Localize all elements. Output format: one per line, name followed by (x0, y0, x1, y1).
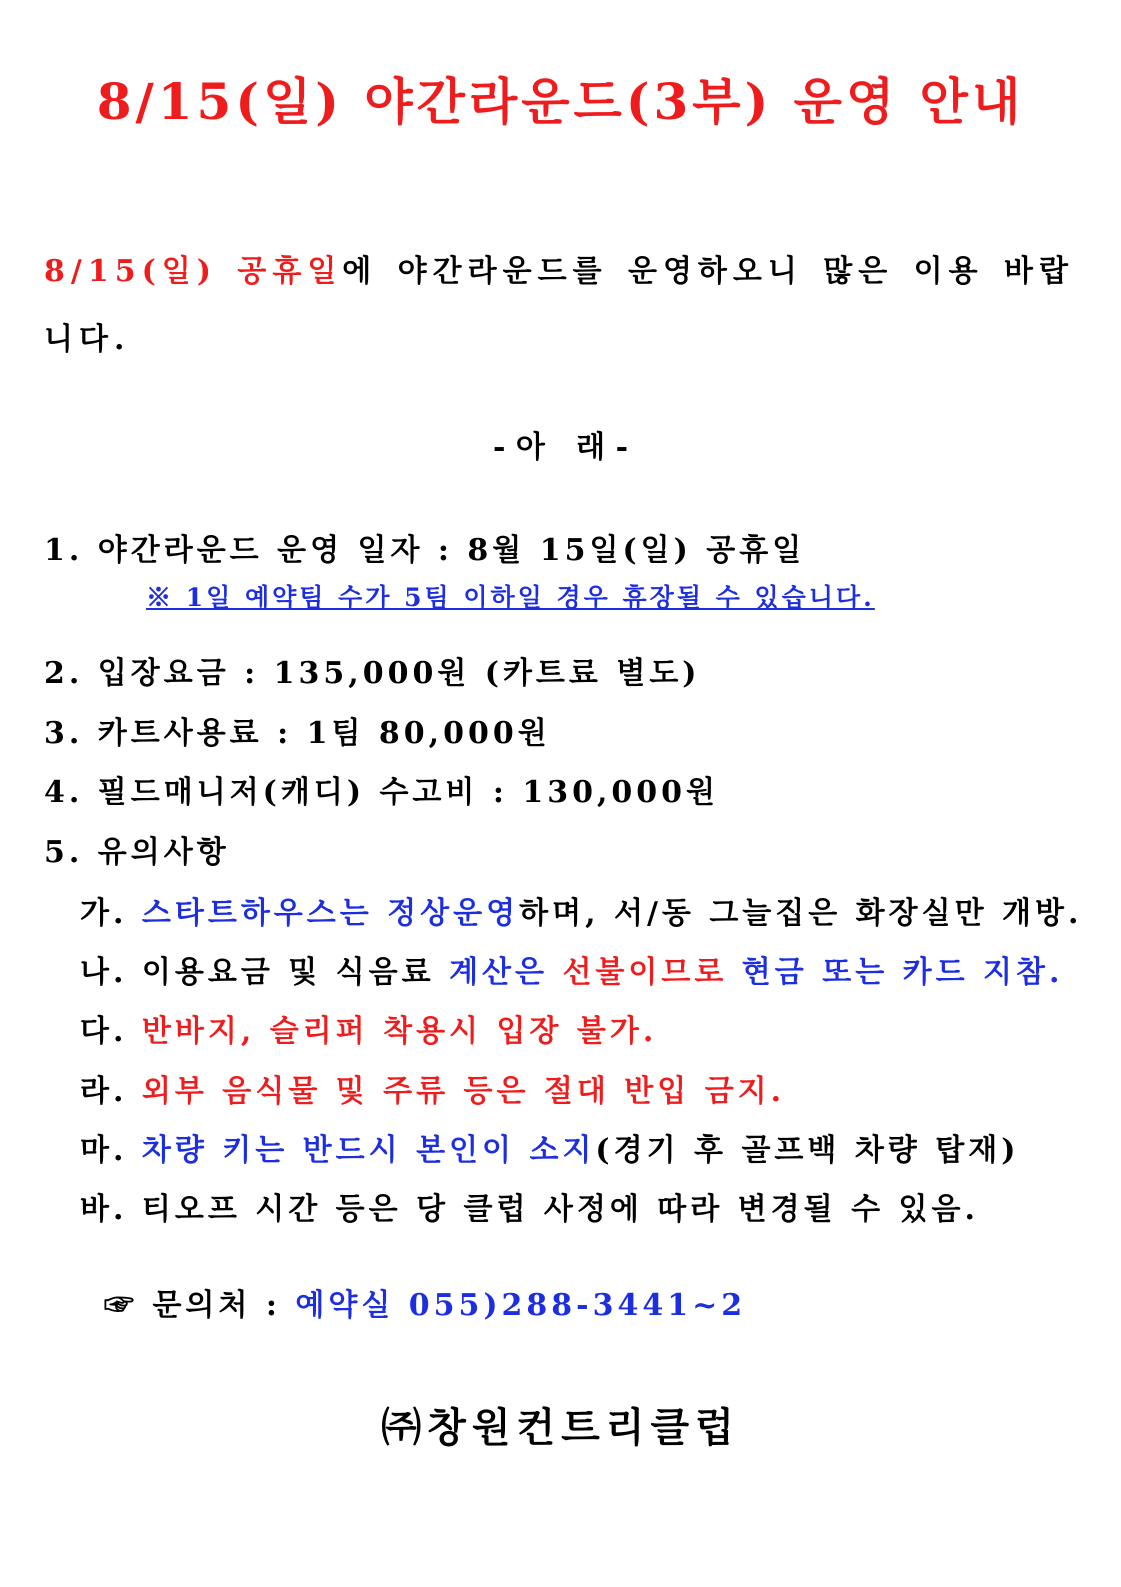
note-ga-prefix: 가. (80, 896, 142, 931)
item-operation-note: ※ 1일 예약팀 수가 5팀 이하일 경우 휴장될 수 있습니다. (146, 583, 875, 612)
note-ba-text: 티오프 시간 등은 당 클럽 사정에 따라 변경될 수 있음. (141, 1192, 979, 1227)
note-na-plain: 이용요금 및 식음료 (141, 955, 450, 990)
item-operation-date: 1. 야간라운드 운영 일자 : 8월 15일(일) 공휴일 (44, 533, 806, 568)
note-ma-highlight: 차량 키는 반드시 본인이 소지 (141, 1133, 596, 1168)
note-ma-prefix: 마. (80, 1133, 142, 1168)
note-ba-prefix: 바. (80, 1192, 142, 1227)
note-na (80, 947, 1063, 991)
note-ra (80, 1066, 785, 1110)
contact-label: ☞ 문의처 : (104, 1288, 296, 1323)
intro-date: 8/15(일) 공휴일 (44, 254, 343, 289)
note-ra-text: 외부 음식물 및 주류 등은 절대 반입 금지. (141, 1074, 786, 1109)
note-ga (80, 888, 1082, 932)
note-da-prefix: 다. (80, 1014, 142, 1049)
club-name-footer: ㈜창원컨트리클럽 (381, 1404, 740, 1451)
contact-phone: 예약실 055)288-3441~2 (295, 1288, 747, 1323)
item-entry-fee: 2. 입장요금 : 135,000원 (카트료 별도) (44, 656, 701, 691)
note-na-red: 선불이므로 (562, 955, 728, 990)
intro-paragraph (44, 238, 1074, 374)
note-da (80, 1006, 657, 1050)
note-ma-rest: (경기 후 골프백 차량 탑재) (595, 1133, 1020, 1168)
note-ba (80, 1184, 979, 1228)
note-ga-highlight: 스타트하우스는 정상운영 (141, 896, 520, 931)
note-da-text: 반바지, 슬리퍼 착용시 입장 불가. (141, 1014, 658, 1049)
item-caddie-fee: 4. 필드매니저(캐디) 수고비 : 130,000원 (44, 775, 720, 810)
item-precautions: 5. 유의사항 (44, 835, 230, 870)
note-na-blue1: 계산은 (449, 955, 563, 990)
note-na-prefix: 나. (80, 955, 142, 990)
contact-line (104, 1280, 746, 1324)
note-ga-rest: 하며, 서/동 그늘집은 화장실만 개방. (519, 896, 1083, 931)
page-title: 8/15(일) 야간라운드(3부) 운영 안내 (96, 72, 1025, 131)
note-ma (80, 1125, 1019, 1169)
intro-text: 에 야간라운드를 운영하오니 많은 이용 바랍니다. (44, 254, 1074, 357)
item-cart-fee: 3. 카트사용료 : 1팀 80,000원 (44, 716, 551, 751)
note-na-blue2: 현금 또는 카드 지참. (727, 955, 1064, 990)
note-ra-prefix: 라. (80, 1074, 142, 1109)
section-heading: - 아 래 - (492, 430, 629, 465)
